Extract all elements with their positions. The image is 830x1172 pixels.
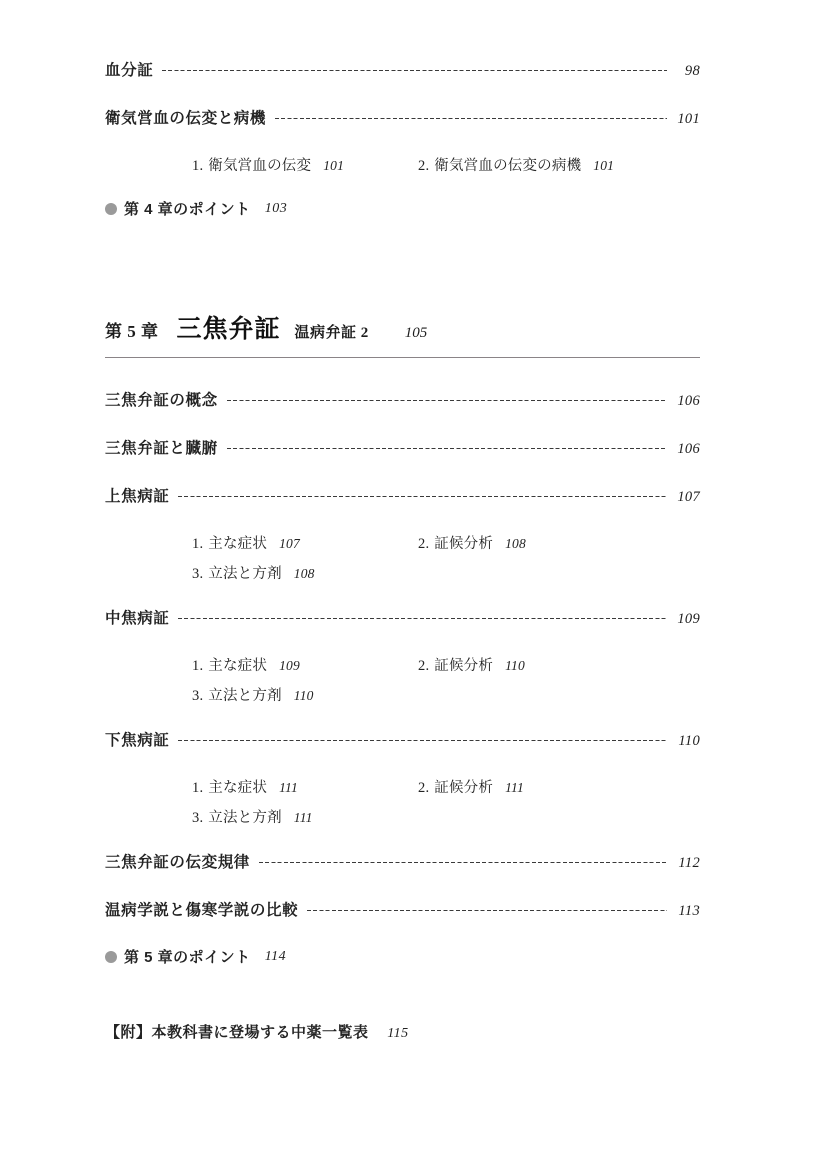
dotted-leader (178, 496, 667, 497)
subitem-number: 1. (192, 658, 204, 674)
subitem-page: 107 (279, 536, 300, 551)
subitem-label: 証候分析 (434, 780, 494, 796)
toc-entry-page: 106 (677, 393, 700, 409)
bullet-circle-icon (105, 951, 117, 963)
bullet-circle-icon (105, 203, 117, 215)
appendix-page: 115 (387, 1026, 409, 1041)
toc-subitem[interactable] (418, 654, 525, 675)
dotted-leader (227, 448, 667, 449)
subitem-number: 2. (418, 536, 430, 552)
toc-entry-title: 三焦弁証の伝変規律 (105, 854, 250, 871)
toc-subitem[interactable] (418, 154, 614, 175)
appendix-label: 【附】本教科書に登場する中薬一覧表 (105, 1024, 369, 1041)
toc-entry-title: 三焦弁証と臓腑 (105, 440, 218, 457)
toc-entry-title: 下焦病証 (105, 732, 170, 749)
toc-entry-page: 98 (684, 63, 700, 79)
subitem-number: 2. (418, 158, 430, 174)
subitem-label: 衛気営血の伝変の病機 (434, 158, 582, 174)
toc-subitem[interactable] (192, 776, 298, 797)
toc-entry-transmission-law[interactable] (105, 850, 700, 872)
subitem-label: 主な症状 (208, 780, 268, 796)
toc-entry-sanjiao-zangfu[interactable] (105, 436, 700, 458)
dotted-leader (162, 70, 667, 71)
toc-subitem[interactable] (192, 154, 344, 175)
subitem-label: 立法と方剤 (208, 566, 282, 582)
spacer (105, 592, 700, 606)
toc-subitem[interactable] (192, 684, 314, 705)
toc-entry-title: 中焦病証 (105, 610, 170, 627)
spacer (105, 184, 700, 198)
toc-subitem-row (105, 562, 700, 592)
dotted-leader (178, 740, 667, 741)
chapter5-heading-block (105, 309, 700, 358)
chapter4-point-label: 第 4 章のポイント (124, 201, 251, 218)
chapter-number: 第 5 章 (105, 322, 159, 341)
toc-entry-title: 上焦病証 (105, 488, 170, 505)
toc-entry-title: 血分証 (105, 62, 154, 79)
spacer (105, 993, 700, 1021)
subitem-page: 111 (293, 810, 313, 825)
subitem-number: 2. (418, 658, 430, 674)
toc-subitem-row (105, 684, 700, 714)
subitem-label: 主な症状 (208, 658, 268, 674)
subitem-page: 108 (505, 536, 526, 551)
chapter5-heading-line[interactable] (105, 309, 700, 345)
chapter-page: 105 (404, 325, 428, 341)
toc-entry-title: 三焦弁証の概念 (105, 392, 218, 409)
spacer (105, 714, 700, 728)
chapter-title: 三焦弁証 (176, 316, 281, 343)
subitem-label: 立法と方剤 (208, 688, 282, 704)
spacer (105, 358, 700, 388)
toc-subitem[interactable] (418, 776, 524, 797)
subitem-number: 3. (192, 688, 204, 704)
subitem-page: 111 (279, 780, 298, 795)
toc-entry-middle-jiao[interactable] (105, 606, 700, 628)
subitem-page: 110 (505, 658, 525, 673)
toc-subitem[interactable] (192, 532, 300, 553)
dotted-leader (259, 862, 667, 863)
toc-entry-wei-qi-ying-xue-transmission[interactable] (105, 106, 700, 128)
appendix-row[interactable] (105, 1021, 700, 1042)
dotted-leader (275, 118, 667, 119)
chapter5-point-page: 114 (264, 948, 287, 964)
toc-entry-title: 衛気営血の伝変と病機 (105, 110, 267, 127)
toc-entry-page: 106 (677, 441, 700, 457)
toc-subitem-row (105, 654, 700, 684)
subitem-number: 3. (192, 810, 204, 826)
subitem-label: 衛気営血の伝変 (208, 158, 312, 174)
subitem-label: 立法と方剤 (208, 810, 282, 826)
toc-entry-blood-level[interactable] (105, 58, 700, 80)
subitem-label: 主な症状 (208, 536, 268, 552)
toc-entry-page: 113 (678, 903, 700, 919)
toc-entry-page: 110 (678, 733, 700, 749)
subitem-label: 証候分析 (434, 658, 494, 674)
dotted-leader (227, 400, 667, 401)
toc-subitem[interactable] (418, 532, 526, 553)
toc-subitem[interactable] (192, 562, 315, 583)
toc-entry-page: 101 (677, 111, 700, 127)
subitem-page: 110 (293, 688, 314, 703)
dotted-leader (307, 910, 667, 911)
dotted-leader (178, 618, 667, 619)
subitem-page: 109 (279, 658, 300, 673)
toc-subitem-row (105, 806, 700, 836)
subitem-number: 1. (192, 780, 204, 796)
toc-subitem[interactable] (192, 654, 300, 675)
section-gap (105, 245, 700, 309)
toc-entry-lower-jiao[interactable] (105, 728, 700, 750)
toc-entry-title: 温病学説と傷寒学説の比較 (105, 902, 299, 919)
subitem-page: 101 (323, 158, 345, 173)
subitem-number: 1. (192, 158, 204, 174)
toc-entry-page: 107 (677, 489, 700, 505)
subitem-number: 1. (192, 536, 204, 552)
subitem-number: 2. (418, 780, 430, 796)
toc-content (105, 0, 700, 1042)
subitem-page: 108 (293, 566, 315, 581)
subitem-page: 101 (593, 158, 615, 173)
toc-subitem-row (105, 776, 700, 806)
subitem-label: 証候分析 (434, 536, 494, 552)
chapter4-point-page: 103 (264, 200, 288, 216)
top-spacer (105, 0, 700, 58)
chapter-subtitle: 温病弁証 2 (294, 325, 369, 341)
toc-entry-comparison[interactable] (105, 898, 700, 920)
toc-entry-page: 112 (678, 855, 700, 871)
toc-entry-page: 109 (677, 611, 700, 627)
toc-subitem[interactable] (192, 806, 313, 827)
toc-entry-sanjiao-concept[interactable] (105, 388, 700, 410)
chapter5-point-row[interactable] (105, 946, 700, 967)
toc-subitem-row (105, 532, 700, 562)
toc-subitem-row (105, 154, 700, 184)
subitem-page: 111 (505, 780, 524, 795)
subitem-number: 3. (192, 566, 204, 582)
toc-entry-upper-jiao[interactable] (105, 484, 700, 506)
chapter5-point-label: 第 5 章のポイント (124, 949, 251, 966)
spacer (105, 836, 700, 850)
chapter4-point-row[interactable] (105, 198, 700, 219)
